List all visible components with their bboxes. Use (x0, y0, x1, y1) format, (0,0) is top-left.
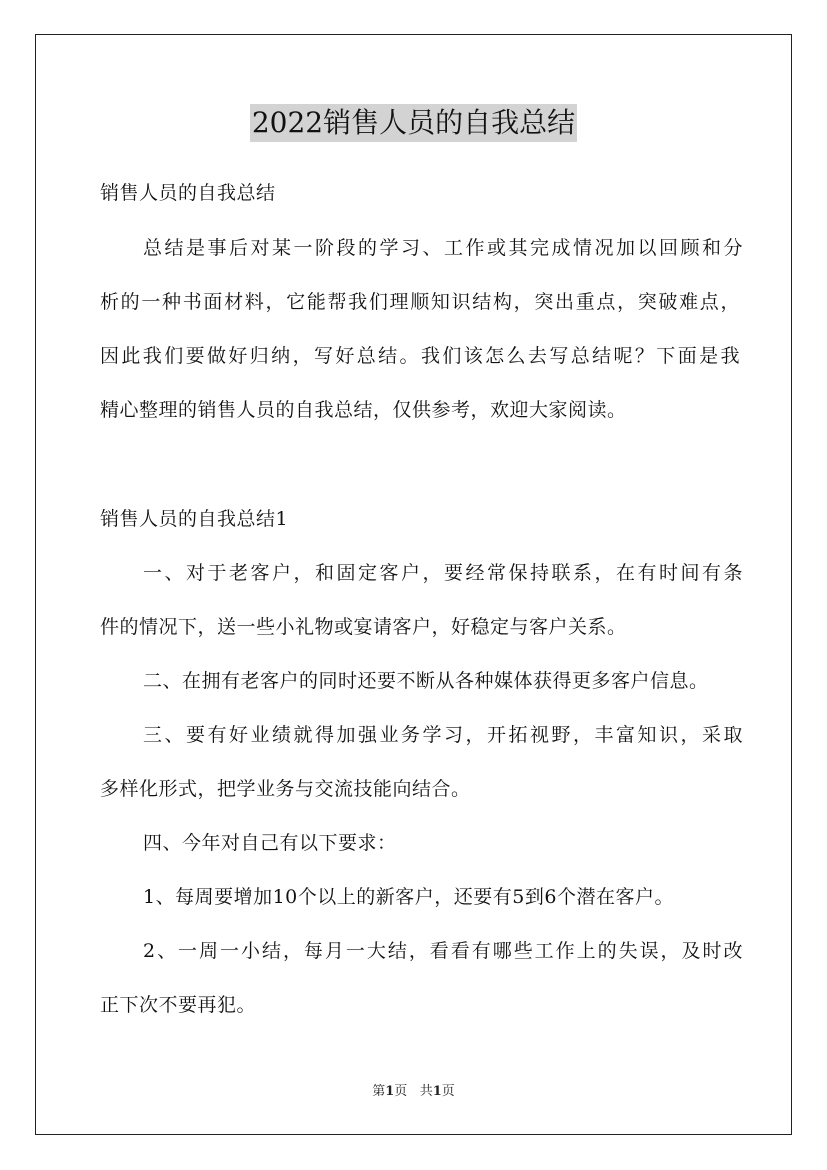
page-footer (0, 1083, 827, 1101)
body-line: 多样化形式，把学业务与交流技能向结合。 (100, 778, 471, 800)
body-line: 件的情况下，送一些小礼物或宴请客户，好稳定与客户关系。 (100, 616, 627, 638)
body-line: 二、在拥有老客户的同时还要不断从各种媒体获得更多客户信息。 (143, 670, 709, 692)
body-line: 四、今年对自己有以下要求： (143, 832, 397, 854)
body-line: 正下次不要再犯。 (100, 994, 257, 1016)
body-line: 1、每周要增加10个以上的新客户，还要有5到6个潜在客户。 (143, 886, 674, 908)
intro-line: 析的一种书面材料，它能帮我们理顺知识结构，突出重点，突破难点， (100, 291, 740, 313)
footer-page-prefix: 第 (372, 1084, 386, 1099)
footer-total-number: 1 (432, 1084, 442, 1099)
intro-line: 总结是事后对某一阶段的学习、工作或其完成情况加以回顾和分 (143, 237, 743, 259)
footer-page-number: 1 (385, 1084, 395, 1099)
document-title: 2022销售人员的自我总结 (250, 104, 577, 142)
document-subtitle: 销售人员的自我总结 (100, 182, 276, 204)
body-line: 三、要有好业绩就得加强业务学习，开拓视野，丰富知识，采取 (143, 724, 743, 746)
footer-total-prefix: 共 (419, 1084, 433, 1099)
body-line: 2、一周一小结，每月一大结，看看有哪些工作上的失误，及时改 (143, 940, 743, 962)
footer-page-suffix: 页 (394, 1084, 408, 1099)
body-line: 一、对于老客户，和固定客户，要经常保持联系，在有时间有条 (143, 562, 743, 584)
title-container (0, 104, 827, 142)
footer-total-suffix: 页 (441, 1084, 455, 1099)
section-heading: 销售人员的自我总结1 (100, 508, 289, 530)
intro-line: 因此我们要做好归纳，写好总结。我们该怎么去写总结呢？下面是我 (100, 345, 740, 367)
intro-line: 精心整理的销售人员的自我总结，仅供参考，欢迎大家阅读。 (100, 399, 627, 421)
